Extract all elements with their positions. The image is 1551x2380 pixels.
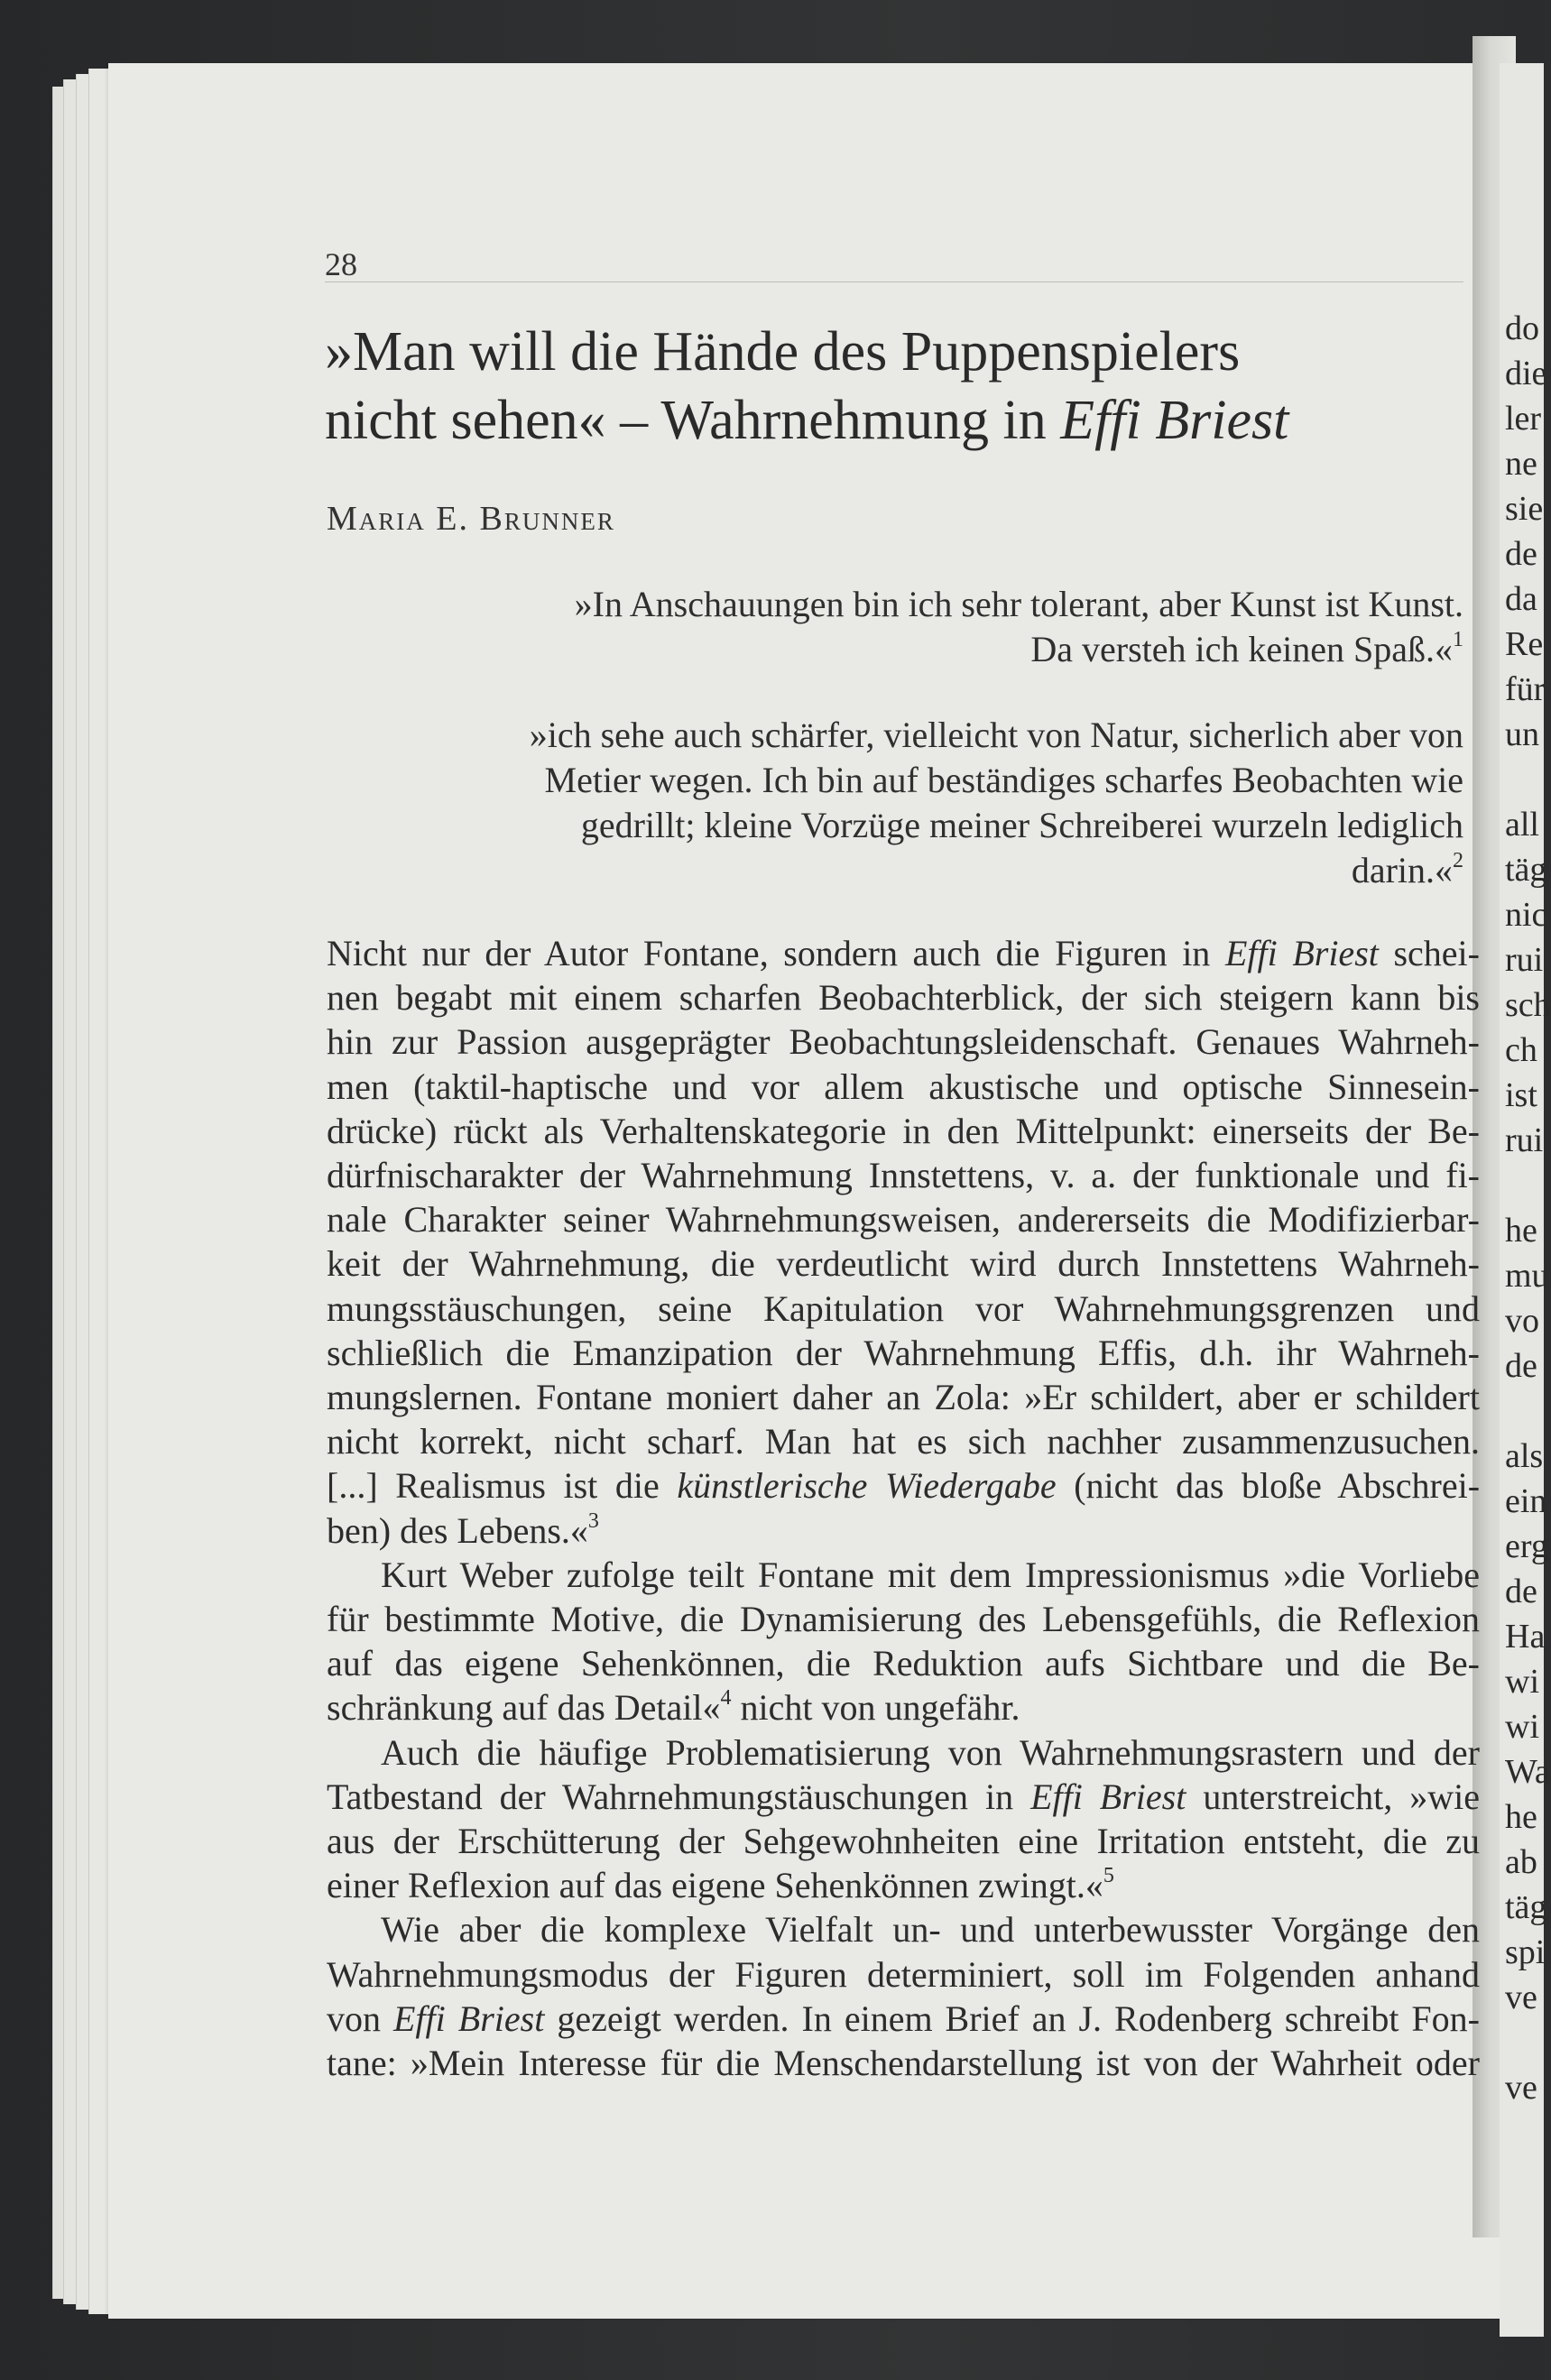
italic-run: Effi Briest — [1030, 1776, 1186, 1817]
text-line — [327, 1463, 1480, 1508]
fragment: ein — [1505, 1482, 1547, 1520]
fragment: ne — [1505, 445, 1537, 483]
fragment: de — [1505, 1347, 1537, 1385]
epigraph-line: »ich sehe auch schärfer, vielleicht von Natur, sicherlich aber von — [529, 715, 1463, 755]
fragment: rui — [1505, 941, 1544, 979]
text-run: nicht von ungefähr. — [731, 1687, 1020, 1729]
epigraph-text: Da versteh ich keinen Spaß.« — [1030, 629, 1453, 669]
text-line — [327, 1997, 1480, 2041]
fragment: die — [1505, 355, 1547, 392]
fragment: de — [1505, 535, 1537, 573]
text-run: gezeigt werden. In einem Brief an J. Rodenberg schreibt Fon- — [544, 1997, 1481, 2039]
italic-run: künstlerische Wiedergabe — [677, 1465, 1057, 1507]
page-number: 28 — [325, 246, 357, 282]
text-line: dürfnischarakter der Wahrnehmung Innstettens, v. a. der funktionale und fi- — [327, 1155, 1480, 1196]
text-line — [327, 1863, 1480, 1907]
running-head — [325, 245, 1463, 282]
fragment: do — [1505, 309, 1539, 347]
fragment: da — [1505, 580, 1537, 618]
text-line: für bestimmte Motive, die Dynamisierung des Lebensgefühls, die Reflexion — [327, 1599, 1480, 1640]
footnote-marker: 4 — [720, 1686, 732, 1711]
fragment: rui — [1505, 1121, 1544, 1159]
footnote-marker: 3 — [587, 1508, 599, 1533]
fragment: erg — [1505, 1527, 1548, 1565]
fragment: sie — [1505, 490, 1544, 528]
title-text: nicht sehen« – Wahrnehmung in — [325, 390, 1061, 451]
text-run: einer Reflexion auf das eigene Sehenkönnen zwingt.« — [327, 1865, 1103, 1906]
text-run: Tatbestand der Wahrnehmungstäuschungen in — [327, 1776, 1031, 1817]
fragment: für — [1505, 670, 1546, 708]
text-line: aus der Erschütterung der Sehgewohnheiten eine Irritation entsteht, die zu — [327, 1821, 1480, 1862]
text-line: Wahrnehmungsmodus der Figuren determiniert, soll im Folgenden anhand — [327, 1953, 1480, 1995]
fragment: Wa — [1505, 1753, 1550, 1791]
footnote-marker: 1 — [1453, 628, 1463, 652]
text-line: Auch die häufige Problematisierung von Wahrnehmungsrastern und der — [381, 1731, 1480, 1773]
text-run: schei- — [1378, 933, 1480, 973]
text-line — [327, 1508, 1480, 1553]
fragment: he — [1505, 1212, 1537, 1250]
fragment: he — [1505, 1798, 1537, 1836]
epigraph-1 — [471, 582, 1463, 672]
fragment: ve — [1505, 2069, 1537, 2107]
text-line: tane: »Mein Interesse für die Menschendarstellung ist von der Wahrheit oder — [327, 2043, 1480, 2084]
text-run: unterstreicht, »wie — [1186, 1776, 1480, 1817]
fragment: all — [1505, 806, 1539, 844]
text-line: nale Charakter seiner Wahrnehmungsweisen, andererseits die Modifizierbar- — [327, 1199, 1480, 1241]
italic-run: Effi Briest — [393, 1997, 545, 2039]
fragment: als — [1505, 1437, 1544, 1475]
text-line: mungsstäuschungen, seine Kapitulation vor Wahrnehmungsgrenzen und — [327, 1287, 1480, 1329]
fragment: de — [1505, 1573, 1537, 1610]
text-line — [327, 931, 1480, 975]
text-line: mungslernen. Fontane moniert daher an Zola: »Er schildert, aber er schildert — [327, 1377, 1480, 1418]
title-line-2 — [325, 386, 1453, 455]
footnote-marker: 5 — [1103, 1864, 1114, 1888]
epigraph-line: Metier wegen. Ich bin auf beständiges scharfes Beobachten wie — [544, 760, 1463, 800]
title-line-1: »Man will die Hände des Puppenspielers — [325, 321, 1241, 383]
text-line: auf das eigene Sehenkönnen, die Reduktion aufs Sichtbare und die Be- — [327, 1643, 1480, 1684]
text-line — [327, 1775, 1480, 1819]
fragment: ch — [1505, 1031, 1537, 1069]
text-run: [...] Realismus ist die — [327, 1465, 678, 1507]
text-line: men (taktil-haptische und vor allem akustische und optische Sinnesein- — [327, 1065, 1480, 1107]
fragment: spi — [1505, 1933, 1546, 1971]
text-line: keit der Wahrnehmung, die verdeutlicht wird durch Innstettens Wahrneh- — [327, 1243, 1480, 1285]
text-line: hin zur Passion ausgeprägter Beobachtungsleidenschaft. Genaues Wahrneh- — [327, 1021, 1480, 1063]
fragment: un — [1505, 715, 1539, 753]
fragment: täg — [1505, 1888, 1547, 1926]
fragment: wi — [1505, 1708, 1539, 1746]
epigraph-2 — [471, 713, 1463, 893]
fragment: täg — [1505, 851, 1547, 889]
text-line — [327, 1685, 1480, 1730]
text-run: schränkung auf das Detail« — [327, 1687, 721, 1729]
fragment: vo — [1505, 1302, 1539, 1340]
italic-run: Effi Briest — [1224, 933, 1379, 973]
text-line: schließlich die Emanzipation der Wahrnehmung Effis, d.h. ihr Wahrneh- — [327, 1332, 1480, 1373]
text-line: Kurt Weber zufolge teilt Fontane mit dem Impressionismus »die Vorliebe — [381, 1554, 1480, 1595]
fragment: ve — [1505, 1979, 1537, 2016]
fragment: Ha — [1505, 1618, 1546, 1656]
fragment: ist — [1505, 1076, 1537, 1114]
article-title — [325, 318, 1453, 455]
text-line: Wie aber die komplexe Vielfalt un- und unterbewusster Vorgänge den — [381, 1909, 1480, 1951]
fragment: sch — [1505, 986, 1551, 1024]
text-line: nicht korrekt, nicht scharf. Man hat es sich nachher zusammenzusuchen. — [327, 1421, 1480, 1462]
epigraph-line: »In Anschauungen bin ich sehr tolerant, aber Kunst ist Kunst. — [574, 584, 1463, 624]
text-line: drücke) rückt als Verhaltenskategorie in den Mittelpunkt: einerseits der Be- — [327, 1110, 1480, 1151]
title-italic: Effi Briest — [1060, 390, 1289, 451]
epigraph-line — [471, 848, 1463, 893]
fragment: nic — [1505, 896, 1547, 934]
author-name: Maria E. Brunner — [327, 500, 615, 538]
epigraph-text: darin.« — [1351, 850, 1453, 890]
right-page-edge — [1500, 63, 1551, 2337]
body-text — [327, 931, 1480, 2085]
text-run: ben) des Lebens.« — [327, 1509, 588, 1551]
epigraph-line — [471, 627, 1463, 672]
fragment: wi — [1505, 1663, 1539, 1701]
text-run: (nicht das bloße Abschrei- — [1056, 1465, 1481, 1507]
fragment: ab — [1505, 1843, 1537, 1881]
fragment: Re — [1505, 625, 1544, 663]
footnote-marker: 2 — [1453, 849, 1463, 873]
text-run: von — [327, 1997, 393, 2039]
text-line: nen begabt mit einem scharfen Beobachterblick, der sich steigern kann bis — [327, 977, 1480, 1019]
fragment: ler — [1505, 400, 1542, 438]
text-run: Nicht nur der Autor Fontane, sondern auch die Figuren in — [327, 933, 1225, 973]
fragment: mu — [1505, 1257, 1549, 1295]
epigraph-line: gedrillt; kleine Vorzüge meiner Schreiberei wurzeln lediglich — [580, 805, 1463, 845]
